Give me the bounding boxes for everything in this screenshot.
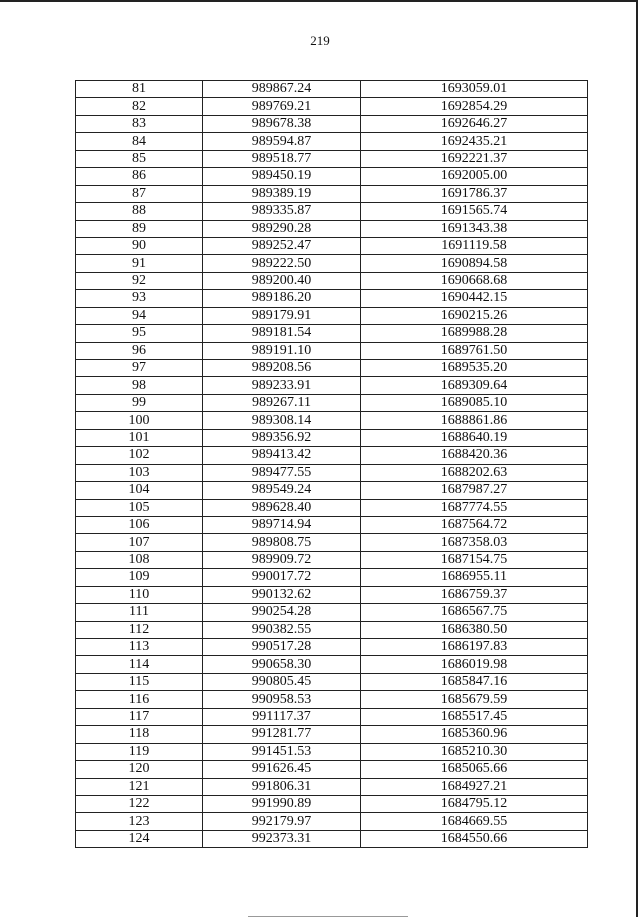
- x-coordinate-cell: 989356.92: [203, 429, 361, 446]
- point-number-cell: 81: [76, 81, 203, 98]
- bottom-scan-line: [248, 916, 408, 917]
- point-number-cell: 124: [76, 830, 203, 847]
- table-row: [76, 691, 588, 708]
- point-number-cell: 96: [76, 342, 203, 359]
- table-row: [76, 447, 588, 464]
- point-number-cell: 122: [76, 795, 203, 812]
- x-coordinate-cell: 989181.54: [203, 325, 361, 342]
- table-row: [76, 98, 588, 115]
- table-row: [76, 726, 588, 743]
- table-row: [76, 604, 588, 621]
- x-coordinate-cell: 990132.62: [203, 586, 361, 603]
- table-row: [76, 115, 588, 132]
- point-number-cell: 115: [76, 673, 203, 690]
- table-row: [76, 81, 588, 98]
- point-number-cell: 108: [76, 551, 203, 568]
- x-coordinate-cell: 989200.40: [203, 272, 361, 289]
- coordinates-table-body: [76, 81, 588, 848]
- y-coordinate-cell: 1687358.03: [361, 534, 588, 551]
- x-coordinate-cell: 991806.31: [203, 778, 361, 795]
- point-number-cell: 114: [76, 656, 203, 673]
- x-coordinate-cell: 989450.19: [203, 168, 361, 185]
- table-row: [76, 272, 588, 289]
- x-coordinate-cell: 989808.75: [203, 534, 361, 551]
- y-coordinate-cell: 1684795.12: [361, 795, 588, 812]
- y-coordinate-cell: 1688640.19: [361, 429, 588, 446]
- x-coordinate-cell: 989252.47: [203, 237, 361, 254]
- x-coordinate-cell: 989186.20: [203, 290, 361, 307]
- y-coordinate-cell: 1687774.55: [361, 499, 588, 516]
- y-coordinate-cell: 1686955.11: [361, 569, 588, 586]
- y-coordinate-cell: 1687564.72: [361, 516, 588, 533]
- y-coordinate-cell: 1688202.63: [361, 464, 588, 481]
- table-row: [76, 360, 588, 377]
- point-number-cell: 120: [76, 761, 203, 778]
- x-coordinate-cell: 991626.45: [203, 761, 361, 778]
- y-coordinate-cell: 1686197.83: [361, 639, 588, 656]
- point-number-cell: 111: [76, 604, 203, 621]
- point-number-cell: 121: [76, 778, 203, 795]
- y-coordinate-cell: 1691343.38: [361, 220, 588, 237]
- y-coordinate-cell: 1691565.74: [361, 203, 588, 220]
- x-coordinate-cell: 990017.72: [203, 569, 361, 586]
- y-coordinate-cell: 1692646.27: [361, 115, 588, 132]
- x-coordinate-cell: 989518.77: [203, 150, 361, 167]
- x-coordinate-cell: 989909.72: [203, 551, 361, 568]
- y-coordinate-cell: 1686567.75: [361, 604, 588, 621]
- table-row: [76, 377, 588, 394]
- point-number-cell: 87: [76, 185, 203, 202]
- y-coordinate-cell: 1691786.37: [361, 185, 588, 202]
- point-number-cell: 109: [76, 569, 203, 586]
- coordinates-table: [75, 80, 588, 848]
- table-row: [76, 342, 588, 359]
- point-number-cell: 91: [76, 255, 203, 272]
- y-coordinate-cell: 1684669.55: [361, 813, 588, 830]
- point-number-cell: 85: [76, 150, 203, 167]
- x-coordinate-cell: 989208.56: [203, 360, 361, 377]
- point-number-cell: 123: [76, 813, 203, 830]
- y-coordinate-cell: 1689988.28: [361, 325, 588, 342]
- x-coordinate-cell: 989191.10: [203, 342, 361, 359]
- x-coordinate-cell: 989335.87: [203, 203, 361, 220]
- table-row: [76, 133, 588, 150]
- table-row: [76, 708, 588, 725]
- table-row: [76, 656, 588, 673]
- point-number-cell: 98: [76, 377, 203, 394]
- point-number-cell: 93: [76, 290, 203, 307]
- y-coordinate-cell: 1684927.21: [361, 778, 588, 795]
- x-coordinate-cell: 990805.45: [203, 673, 361, 690]
- x-coordinate-cell: 989714.94: [203, 516, 361, 533]
- point-number-cell: 119: [76, 743, 203, 760]
- x-coordinate-cell: 989233.91: [203, 377, 361, 394]
- table-row: [76, 464, 588, 481]
- x-coordinate-cell: 990517.28: [203, 639, 361, 656]
- point-number-cell: 92: [76, 272, 203, 289]
- y-coordinate-cell: 1689535.20: [361, 360, 588, 377]
- table-row: [76, 586, 588, 603]
- y-coordinate-cell: 1685065.66: [361, 761, 588, 778]
- x-coordinate-cell: 992179.97: [203, 813, 361, 830]
- y-coordinate-cell: 1692854.29: [361, 98, 588, 115]
- table-row: [76, 290, 588, 307]
- y-coordinate-cell: 1692221.37: [361, 150, 588, 167]
- y-coordinate-cell: 1689761.50: [361, 342, 588, 359]
- point-number-cell: 84: [76, 133, 203, 150]
- table-row: [76, 429, 588, 446]
- point-number-cell: 82: [76, 98, 203, 115]
- table-row: [76, 534, 588, 551]
- x-coordinate-cell: 989179.91: [203, 307, 361, 324]
- x-coordinate-cell: 989867.24: [203, 81, 361, 98]
- y-coordinate-cell: 1689309.64: [361, 377, 588, 394]
- y-coordinate-cell: 1685360.96: [361, 726, 588, 743]
- y-coordinate-cell: 1692005.00: [361, 168, 588, 185]
- point-number-cell: 116: [76, 691, 203, 708]
- table-row: [76, 761, 588, 778]
- point-number-cell: 104: [76, 482, 203, 499]
- point-number-cell: 100: [76, 412, 203, 429]
- point-number-cell: 99: [76, 394, 203, 411]
- table-row: [76, 203, 588, 220]
- x-coordinate-cell: 991117.37: [203, 708, 361, 725]
- table-row: [76, 325, 588, 342]
- y-coordinate-cell: 1689085.10: [361, 394, 588, 411]
- x-coordinate-cell: 989678.38: [203, 115, 361, 132]
- table-row: [76, 237, 588, 254]
- x-coordinate-cell: 989549.24: [203, 482, 361, 499]
- table-row: [76, 255, 588, 272]
- x-coordinate-cell: 989389.19: [203, 185, 361, 202]
- table-row: [76, 743, 588, 760]
- point-number-cell: 90: [76, 237, 203, 254]
- y-coordinate-cell: 1690894.58: [361, 255, 588, 272]
- table-row: [76, 307, 588, 324]
- x-coordinate-cell: 991990.89: [203, 795, 361, 812]
- x-coordinate-cell: 989477.55: [203, 464, 361, 481]
- y-coordinate-cell: 1688420.36: [361, 447, 588, 464]
- point-number-cell: 105: [76, 499, 203, 516]
- table-row: [76, 412, 588, 429]
- y-coordinate-cell: 1690442.15: [361, 290, 588, 307]
- point-number-cell: 101: [76, 429, 203, 446]
- point-number-cell: 103: [76, 464, 203, 481]
- point-number-cell: 97: [76, 360, 203, 377]
- x-coordinate-cell: 990254.28: [203, 604, 361, 621]
- table-row: [76, 813, 588, 830]
- point-number-cell: 94: [76, 307, 203, 324]
- table-row: [76, 394, 588, 411]
- x-coordinate-cell: 991451.53: [203, 743, 361, 760]
- x-coordinate-cell: 992373.31: [203, 830, 361, 847]
- x-coordinate-cell: 990958.53: [203, 691, 361, 708]
- y-coordinate-cell: 1685847.16: [361, 673, 588, 690]
- point-number-cell: 110: [76, 586, 203, 603]
- y-coordinate-cell: 1687987.27: [361, 482, 588, 499]
- x-coordinate-cell: 989594.87: [203, 133, 361, 150]
- table-row: [76, 516, 588, 533]
- y-coordinate-cell: 1685210.30: [361, 743, 588, 760]
- y-coordinate-cell: 1690215.26: [361, 307, 588, 324]
- y-coordinate-cell: 1685517.45: [361, 708, 588, 725]
- page-number: 219: [310, 33, 330, 48]
- table-row: [76, 499, 588, 516]
- point-number-cell: 112: [76, 621, 203, 638]
- table-row: [76, 168, 588, 185]
- point-number-cell: 106: [76, 516, 203, 533]
- point-number-cell: 107: [76, 534, 203, 551]
- y-coordinate-cell: 1688861.86: [361, 412, 588, 429]
- point-number-cell: 86: [76, 168, 203, 185]
- table-row: [76, 569, 588, 586]
- table-row: [76, 185, 588, 202]
- y-coordinate-cell: 1686380.50: [361, 621, 588, 638]
- y-coordinate-cell: 1691119.58: [361, 237, 588, 254]
- y-coordinate-cell: 1687154.75: [361, 551, 588, 568]
- x-coordinate-cell: 990382.55: [203, 621, 361, 638]
- table-row: [76, 673, 588, 690]
- x-coordinate-cell: 989308.14: [203, 412, 361, 429]
- y-coordinate-cell: 1690668.68: [361, 272, 588, 289]
- x-coordinate-cell: 989290.28: [203, 220, 361, 237]
- table-row: [76, 778, 588, 795]
- point-number-cell: 83: [76, 115, 203, 132]
- x-coordinate-cell: 989267.11: [203, 394, 361, 411]
- point-number-cell: 118: [76, 726, 203, 743]
- table-row: [76, 830, 588, 847]
- x-coordinate-cell: 989413.42: [203, 447, 361, 464]
- x-coordinate-cell: 989628.40: [203, 499, 361, 516]
- y-coordinate-cell: 1686019.98: [361, 656, 588, 673]
- y-coordinate-cell: 1686759.37: [361, 586, 588, 603]
- y-coordinate-cell: 1692435.21: [361, 133, 588, 150]
- table-row: [76, 621, 588, 638]
- x-coordinate-cell: 991281.77: [203, 726, 361, 743]
- y-coordinate-cell: 1693059.01: [361, 81, 588, 98]
- point-number-cell: 88: [76, 203, 203, 220]
- table-row: [76, 482, 588, 499]
- table-row: [76, 795, 588, 812]
- point-number-cell: 102: [76, 447, 203, 464]
- point-number-cell: 95: [76, 325, 203, 342]
- x-coordinate-cell: 989769.21: [203, 98, 361, 115]
- table-row: [76, 639, 588, 656]
- y-coordinate-cell: 1684550.66: [361, 830, 588, 847]
- table-row: [76, 150, 588, 167]
- table-row: [76, 551, 588, 568]
- table-row: [76, 220, 588, 237]
- point-number-cell: 113: [76, 639, 203, 656]
- y-coordinate-cell: 1685679.59: [361, 691, 588, 708]
- point-number-cell: 117: [76, 708, 203, 725]
- point-number-cell: 89: [76, 220, 203, 237]
- x-coordinate-cell: 990658.30: [203, 656, 361, 673]
- x-coordinate-cell: 989222.50: [203, 255, 361, 272]
